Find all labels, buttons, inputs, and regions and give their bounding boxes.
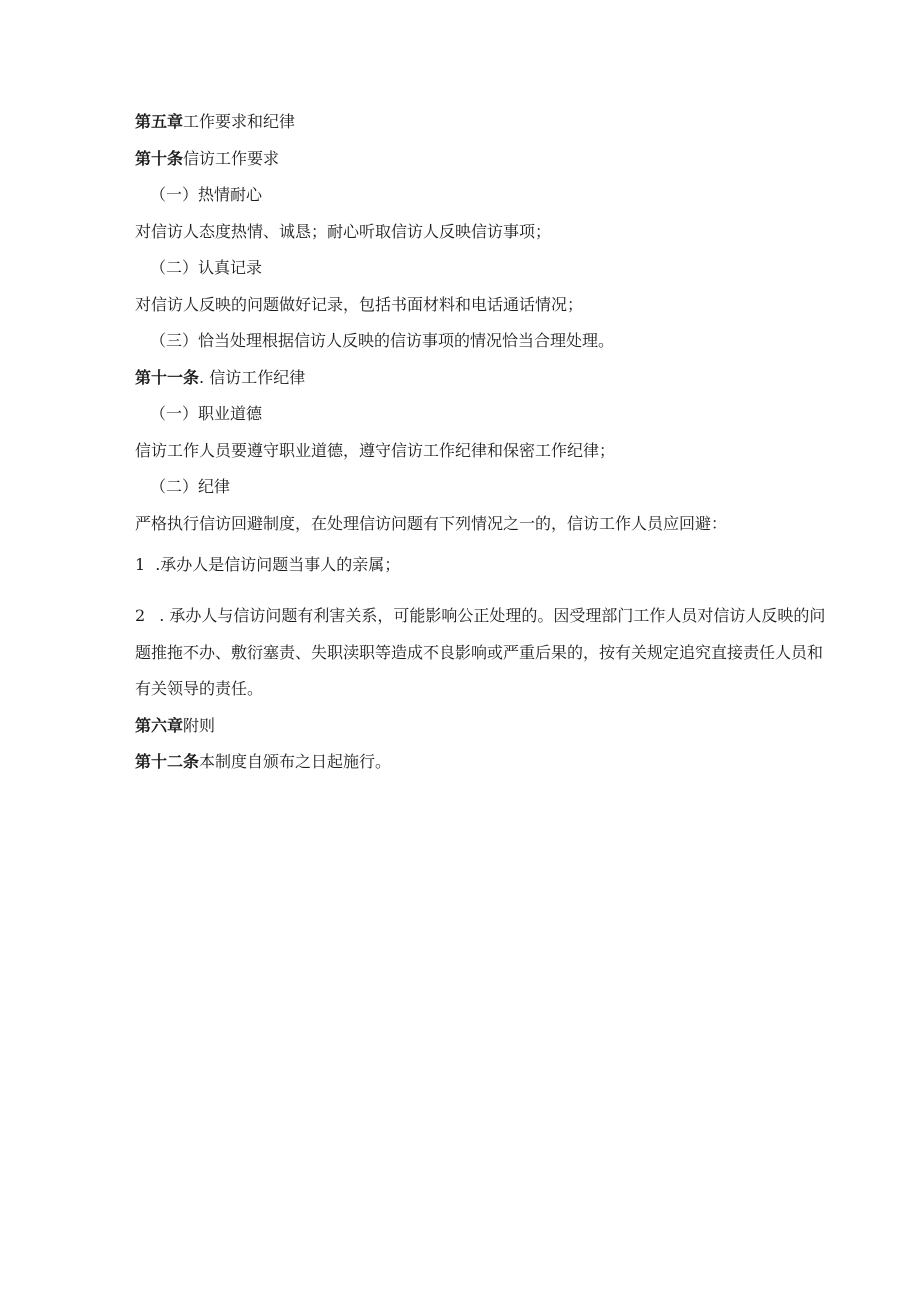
requirement-2-heading: （二）认真记录 [150, 258, 263, 277]
list-item-2-text: . 承办人与信访问题有利害关系，可能影响公正处理的。因受理部门工作人员对信访人反映的问题推拖不办、敷衍塞责、失职渎职等造成不良影响或严重后果的，按有关规定追究直接责任人员和有关领导的责任。 [135, 606, 826, 698]
requirement-1-heading: （一）热情耐心 [150, 185, 263, 204]
article-12-label: 第十二条 [135, 752, 200, 771]
list-item-1 [135, 555, 828, 575]
article-10-heading [135, 149, 828, 169]
article-11-heading [135, 368, 828, 388]
requirement-3-heading: （三）恰当处理根据信访人反映的信访事项的情况恰当合理处理。 [150, 331, 615, 350]
discipline-1-text: 信访工作人员要遵守职业道德，遵守信访工作纪律和保密工作纪律； [135, 441, 616, 460]
discipline-2-heading: （二）纪律 [150, 477, 231, 496]
discipline-2-text: 严格执行信访回避制度，在处理信访问题有下列情况之一的，信访工作人员应回避： [135, 514, 728, 533]
article-11-label: 第十一条 [135, 368, 200, 387]
requirement-1-text: 对信访人态度热情、诚恳；耐心听取信访人反映信访事项； [135, 222, 552, 241]
list-item-2-number: 2 [135, 606, 146, 625]
chapter-6-heading [135, 716, 828, 736]
article-10-title: 信访工作要求 [183, 149, 280, 168]
chapter-5-heading [135, 112, 828, 132]
chapter-6-title: 附则 [183, 716, 216, 735]
list-item-2 [135, 598, 828, 708]
discipline-1-heading: （一）职业道德 [150, 404, 263, 423]
article-12-heading [135, 752, 828, 772]
chapter-6-label: 第六章 [135, 716, 184, 735]
article-10-label: 第十条 [135, 149, 184, 168]
chapter-5-title: 工作要求和纪律 [183, 112, 296, 131]
article-12-title: 本制度自颁布之日起施行。 [199, 752, 392, 771]
list-item-1-number: 1 [135, 555, 146, 574]
chapter-5-label: 第五章 [135, 112, 184, 131]
article-11-title: . 信访工作纪律 [199, 368, 306, 387]
requirement-2-text: 对信访人反映的问题做好记录，包括书面材料和电话通话情况； [135, 295, 584, 314]
list-item-1-text: .承办人是信访问题当事人的亲属； [155, 555, 401, 574]
